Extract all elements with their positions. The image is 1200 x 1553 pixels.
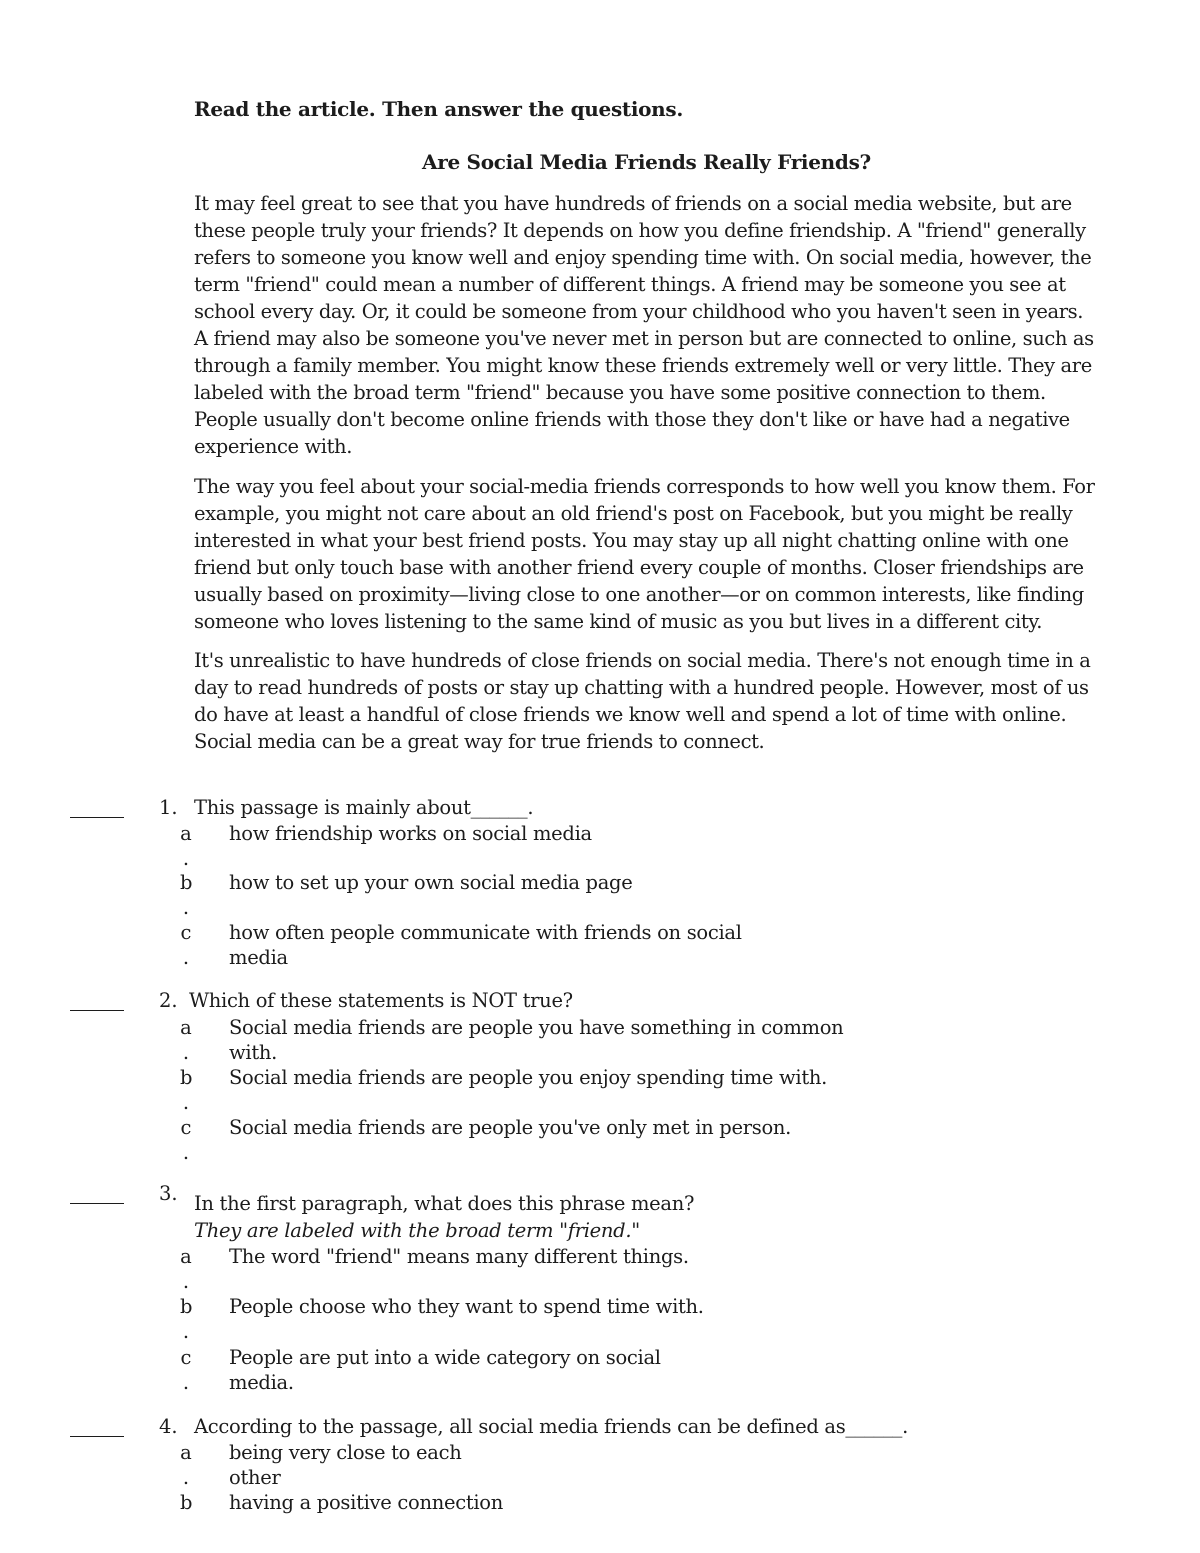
option-text[interactable]: how often people communicate with friends on social: [229, 921, 742, 944]
option-letter: c: [180, 921, 192, 944]
option-dot: .: [182, 1371, 190, 1394]
option-text[interactable]: Social media friends are people you enjoy spending time with.: [229, 1066, 828, 1089]
option-dot: .: [182, 1320, 190, 1343]
option-dot: .: [182, 896, 190, 919]
option-dot: .: [182, 847, 190, 870]
option-text[interactable]: People are put into a wide category on social: [229, 1346, 661, 1369]
option-letter: b: [180, 1295, 193, 1318]
option-letter: c: [180, 1346, 192, 1369]
question-number: 1.: [159, 796, 178, 819]
option-text[interactable]: Social media friends are people you've only met in person.: [229, 1116, 792, 1139]
question-text: According to the passage, all social media friends can be defined as______.: [194, 1415, 909, 1438]
option-text[interactable]: being very close to each: [229, 1441, 462, 1464]
article-title: Are Social Media Friends Really Friends?: [422, 150, 871, 174]
option-text[interactable]: Social media friends are people you have something in common: [229, 1016, 844, 1039]
option-dot: .: [182, 946, 190, 969]
article-paragraph-3: It's unrealistic to have hundreds of close friends on social media. There's not enough time in a day to read hundreds of posts or stay up chatting with a hundred people. However, most of us do have at least a handful of close friends we know well and spend a lot of time with online. Social media can be a great way for true friends to connect.: [194, 649, 1091, 753]
option-text[interactable]: People choose who they want to spend time with.: [229, 1295, 704, 1318]
question-text: In the first paragraph, what does this phrase mean?: [194, 1192, 695, 1215]
option-dot: .: [182, 1041, 190, 1064]
question-number: 4.: [159, 1415, 178, 1438]
article-paragraph-1: It may feel great to see that you have hundreds of friends on a social media website, but are these people truly your friends? It depends on how you define friendship. A "friend" generally refers to someone you know well and enjoy spending time with. On social media, however, the term "friend" could mean a number of different things. A friend may be someone you see at school every day. Or, it could be someone from your childhood who you haven't seen in years. A friend may also be someone you've never met in person but are connected to online, such as through a family member. You might know these friends extremely well or very little. They are labeled with the broad term "friend" because you have some positive connection to them. People usually don't become online friends with those they don't like or have had a negative experience with.: [194, 192, 1094, 458]
answer-blank-3[interactable]: [70, 1203, 124, 1204]
answer-blank-4[interactable]: [70, 1436, 124, 1437]
option-letter: b: [180, 1491, 193, 1514]
option-letter: a: [180, 1016, 192, 1039]
answer-blank-2[interactable]: [70, 1010, 124, 1011]
article-paragraph-2: The way you feel about your social-media friends corresponds to how well you know them. For example, you might not care about an old friend's post on Facebook, but you might be really interested in what your best friend posts. You may stay up all night chatting online with one friend but only touch base with another friend every couple of months. Closer friendships are usually based on proximity—living close to one another—or on common interests, like finding someone who loves listening to the same kind of music as you but lives in a different city.: [194, 475, 1095, 633]
option-letter: a: [180, 822, 192, 845]
option-text-continued[interactable]: other: [229, 1466, 281, 1489]
option-dot: .: [182, 1270, 190, 1293]
instructions: Read the article. Then answer the questions.: [194, 97, 684, 121]
question-text: Which of these statements is NOT true?: [189, 989, 573, 1012]
option-letter: c: [180, 1116, 192, 1139]
option-text-continued[interactable]: media.: [229, 1371, 294, 1394]
option-dot: .: [182, 1141, 190, 1164]
option-letter: b: [180, 1066, 193, 1089]
answer-blank-1[interactable]: [70, 817, 124, 818]
option-letter: a: [180, 1245, 192, 1268]
question-text: This passage is mainly about______.: [194, 796, 534, 819]
option-text[interactable]: The word "friend" means many different things.: [229, 1245, 689, 1268]
option-letter: a: [180, 1441, 192, 1464]
question-number: 2.: [159, 989, 178, 1012]
option-text-continued[interactable]: media: [229, 946, 288, 969]
option-text[interactable]: how friendship works on social media: [229, 822, 592, 845]
option-letter: b: [180, 871, 193, 894]
option-text[interactable]: having a positive connection: [229, 1491, 504, 1514]
option-dot: .: [182, 1466, 190, 1489]
question-quote: They are labeled with the broad term "friend.": [194, 1219, 640, 1242]
option-text[interactable]: how to set up your own social media page: [229, 871, 633, 894]
option-text-continued[interactable]: with.: [229, 1041, 278, 1064]
option-dot: .: [182, 1091, 190, 1114]
question-number: 3.: [159, 1182, 178, 1205]
